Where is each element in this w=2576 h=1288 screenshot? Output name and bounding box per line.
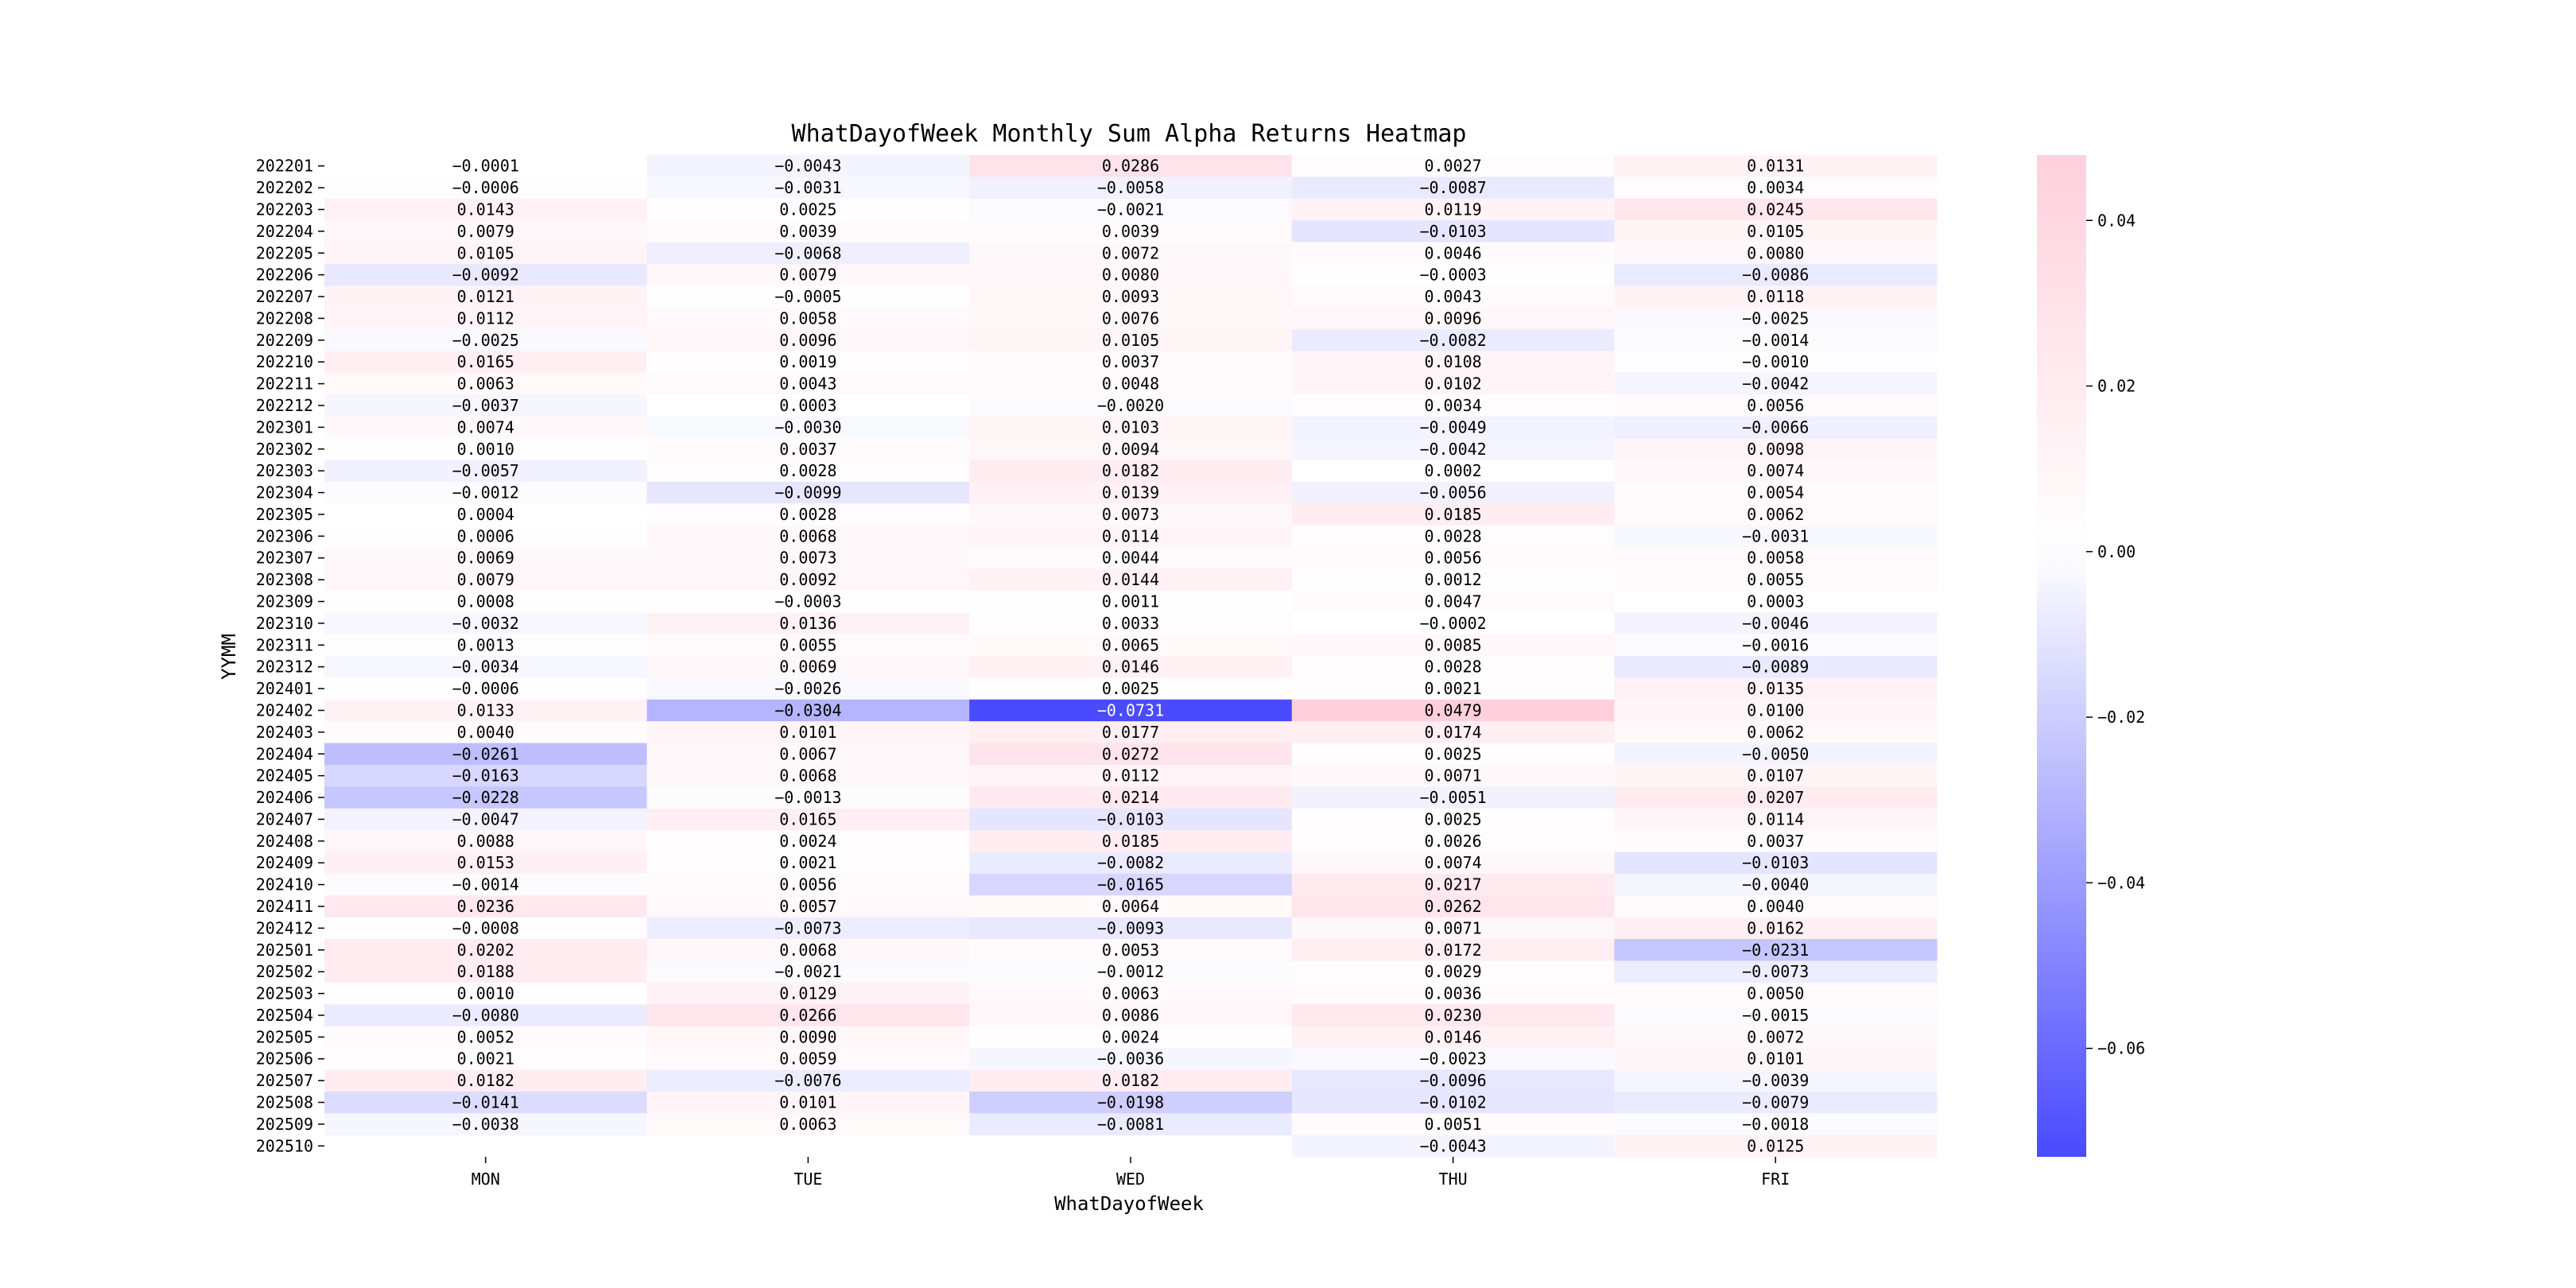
y-tick-label: 202403	[255, 722, 313, 742]
cell-value-label: 0.0207	[1747, 788, 1805, 808]
cell-value-label: 0.0112	[1101, 766, 1160, 786]
y-tick-label: 202402	[255, 700, 313, 720]
cell-value-label: 0.0079	[779, 265, 837, 285]
cell-value-label: 0.0006	[456, 526, 514, 546]
cell-value-label: 0.0057	[779, 897, 837, 916]
cell-value-label: −0.0006	[452, 178, 519, 198]
y-tick-label: 202503	[255, 983, 313, 1003]
y-tick-label: 202309	[255, 592, 313, 611]
y-tick-label: 202507	[255, 1071, 313, 1091]
cell-value-label: 0.0074	[1747, 461, 1805, 481]
cell-value-label: 0.0153	[456, 853, 514, 873]
y-tick-label: 202202	[255, 178, 313, 198]
colorbar	[2037, 155, 2145, 1157]
cell-value-label: 0.0125	[1747, 1136, 1805, 1156]
cell-value-label: 0.0013	[456, 635, 514, 655]
cell-value-label: −0.0049	[1419, 417, 1487, 437]
cell-value-label: 0.0048	[1101, 374, 1160, 394]
cell-value-label: 0.0021	[456, 1049, 514, 1069]
cell-value-label: 0.0010	[456, 439, 514, 459]
y-tick-label: 202408	[255, 831, 313, 851]
cell-value-label: 0.0073	[779, 548, 837, 568]
y-tick-label: 202504	[255, 1005, 313, 1025]
cell-value-label: 0.0118	[1747, 287, 1805, 307]
y-tick-label: 202412	[255, 918, 313, 938]
y-tick-label: 202302	[255, 439, 313, 459]
cell-value-label: 0.0051	[1424, 1114, 1482, 1134]
y-tick-label: 202502	[255, 962, 313, 982]
cell-value-label: −0.0002	[1419, 613, 1487, 633]
cell-value-label: 0.0028	[1424, 657, 1482, 677]
cell-value-label: 0.0266	[779, 1005, 837, 1025]
cell-value-label: −0.0082	[1096, 853, 1165, 873]
cell-value-label: 0.0019	[779, 352, 837, 372]
cell-value-label: 0.0105	[1101, 330, 1160, 350]
cell-value-label: 0.0185	[1101, 831, 1160, 851]
cell-value-label: −0.0099	[774, 483, 842, 502]
cell-value-label: 0.0029	[1424, 962, 1482, 982]
cell-value-label: −0.0058	[1096, 178, 1165, 198]
y-tick-label: 202506	[255, 1049, 313, 1069]
cell-value-label: 0.0046	[1424, 243, 1482, 263]
cell-value-label: 0.0040	[456, 722, 514, 742]
y-tick-label: 202203	[255, 200, 313, 219]
colorbar-gradient	[2037, 155, 2086, 1157]
cell-value-label: 0.0088	[456, 831, 514, 851]
cell-value-label: 0.0058	[779, 308, 837, 328]
y-tick-label: 202306	[255, 526, 313, 546]
x-tick-label: FRI	[1761, 1170, 1790, 1189]
cell-value-label: −0.0025	[452, 330, 519, 350]
cell-value-label: 0.0105	[456, 243, 514, 263]
y-tick-label: 202208	[255, 308, 313, 328]
y-tick-label: 202509	[255, 1114, 313, 1134]
cell-value-label: 0.0063	[456, 374, 514, 394]
cell-value-label: 0.0092	[779, 570, 837, 590]
cell-value-label: 0.0185	[1424, 504, 1482, 524]
y-tick-label: 202209	[255, 330, 313, 350]
x-tick-label: TUE	[793, 1170, 823, 1189]
cell-value-label: 0.0165	[456, 352, 514, 372]
cell-value-label: 0.0047	[1424, 592, 1482, 611]
y-tick-label: 202311	[255, 635, 313, 655]
cell-value-label: 0.0058	[1747, 548, 1805, 568]
cell-value-label: −0.0066	[1742, 417, 1810, 437]
cell-value-label: −0.0057	[452, 461, 519, 481]
cell-value-label: 0.0003	[779, 396, 837, 415]
cell-value-label: 0.0003	[1747, 592, 1805, 611]
cell-value-label: 0.0096	[779, 330, 837, 350]
cell-value-label: −0.0006	[452, 679, 519, 699]
cell-value-label: −0.0042	[1419, 439, 1487, 459]
cell-value-label: 0.0069	[456, 548, 514, 568]
cell-value-label: 0.0034	[1424, 396, 1482, 415]
cell-value-label: −0.0030	[774, 417, 842, 437]
cell-value-label: −0.0092	[452, 265, 519, 285]
x-tick-label: MON	[471, 1170, 500, 1189]
cell-value-label: −0.0231	[1742, 940, 1810, 960]
colorbar-tick-label: −0.02	[2097, 708, 2146, 727]
cell-value-label: −0.0031	[774, 178, 842, 198]
cell-value-label: 0.0040	[1747, 897, 1805, 916]
cell-value-label: 0.0214	[1101, 788, 1160, 808]
cell-value-label: 0.0063	[779, 1114, 837, 1134]
cell-value-label: −0.0068	[774, 243, 842, 263]
cell-value-label: 0.0053	[1101, 940, 1160, 960]
cell-value-label: 0.0010	[456, 983, 514, 1003]
cell-value-label: −0.0014	[452, 875, 519, 894]
cell-value-label: 0.0062	[1747, 504, 1805, 524]
cell-value-label: 0.0093	[1101, 287, 1160, 307]
cell-value-label: 0.0024	[1101, 1027, 1160, 1047]
cell-value-label: −0.0014	[1742, 330, 1810, 350]
cell-value-label: 0.0004	[456, 504, 514, 524]
cell-value-label: 0.0114	[1101, 526, 1160, 546]
cell-value-label: −0.0261	[452, 744, 519, 764]
cell-value-label: −0.0020	[1096, 396, 1165, 415]
cell-value-label: −0.0010	[1742, 352, 1810, 372]
cell-value-label: 0.0024	[779, 831, 837, 851]
y-tick-label: 202301	[255, 417, 313, 437]
cell-value-label: 0.0021	[779, 853, 837, 873]
cell-value-label: 0.0056	[779, 875, 837, 894]
y-tick-label: 202405	[255, 766, 313, 786]
cell-value-label: 0.0043	[779, 374, 837, 394]
cell-value-label: −0.0056	[1419, 483, 1487, 502]
cell-value-label: −0.0021	[1096, 200, 1165, 219]
cell-value-label: −0.0043	[1419, 1136, 1487, 1156]
x-tick-label: WED	[1115, 1170, 1146, 1189]
cell-value-label: 0.0100	[1747, 700, 1805, 720]
y-tick-label: 202211	[255, 374, 313, 394]
y-tick-label: 202204	[255, 221, 313, 241]
cell-value-label: −0.0073	[774, 918, 842, 938]
cell-value-label: −0.0042	[1742, 374, 1810, 394]
y-tick-label: 202401	[255, 679, 313, 699]
cell-value-label: −0.0096	[1419, 1071, 1487, 1091]
cell-value-label: 0.0086	[1101, 1005, 1160, 1025]
cell-value-label: −0.0001	[452, 156, 519, 176]
y-tick-label: 202501	[255, 940, 313, 960]
y-axis-label: YYMM	[218, 634, 240, 680]
cell-value-label: 0.0025	[779, 200, 837, 219]
cell-value-label: −0.0025	[1742, 308, 1810, 328]
cell-value-label: −0.0086	[1742, 265, 1810, 285]
cell-value-label: 0.0217	[1424, 875, 1482, 894]
cell-value-label: 0.0044	[1101, 548, 1160, 568]
cell-value-label: 0.0105	[1747, 221, 1805, 241]
cell-value-label: 0.0074	[456, 417, 514, 437]
y-tick-label: 202312	[255, 657, 313, 677]
cell-value-label: −0.0076	[774, 1071, 842, 1091]
cell-value-label: 0.0131	[1747, 156, 1805, 176]
x-tick-label: THU	[1438, 1170, 1468, 1189]
cell-value-label: 0.0076	[1101, 308, 1160, 328]
y-tick-label: 202407	[255, 809, 313, 829]
cell-value-label: 0.0230	[1424, 1005, 1482, 1025]
cell-value-label: 0.0021	[1424, 679, 1482, 699]
colorbar-tick-label: −0.04	[2097, 873, 2146, 893]
cell-value-label: 0.0064	[1101, 897, 1160, 916]
y-tick-label: 202510	[255, 1136, 313, 1156]
cell-value-label: 0.0033	[1101, 613, 1160, 633]
cell-value-label: 0.0050	[1747, 983, 1805, 1003]
cell-value-label: −0.0102	[1419, 1092, 1487, 1112]
y-axis-ticks	[256, 157, 324, 1156]
cell-value-label: −0.0008	[452, 918, 519, 938]
cell-value-label: 0.0011	[1101, 592, 1160, 611]
cell-value-label: 0.0067	[779, 744, 837, 764]
cell-value-label: 0.0162	[1747, 918, 1805, 938]
cell-value-label: 0.0080	[1101, 265, 1160, 285]
cell-value-label: 0.0068	[779, 940, 837, 960]
cell-value-label: 0.0107	[1747, 766, 1805, 786]
cell-value-label: 0.0025	[1424, 744, 1482, 764]
cell-value-label: −0.0016	[1742, 635, 1810, 655]
y-tick-label: 202410	[255, 875, 313, 894]
cell-value-label: −0.0103	[1096, 809, 1165, 829]
cell-value-label: 0.0054	[1747, 483, 1805, 502]
cell-value-label: 0.0479	[1424, 700, 1482, 720]
cell-value-label: 0.0063	[1101, 983, 1160, 1003]
cell-value-label: −0.0032	[452, 613, 519, 633]
cell-value-label: −0.0034	[452, 657, 519, 677]
cell-value-label: −0.0731	[1096, 700, 1165, 720]
cell-value-label: −0.0023	[1419, 1049, 1487, 1069]
y-tick-label: 202304	[255, 483, 313, 502]
y-tick-label: 202409	[255, 853, 313, 873]
cell-value-label: −0.0073	[1742, 962, 1810, 982]
cell-value-label: 0.0079	[456, 221, 514, 241]
cell-value-label: 0.0055	[779, 635, 837, 655]
cell-value-label: 0.0177	[1101, 722, 1160, 742]
cell-value-label: 0.0079	[456, 570, 514, 590]
cell-value-label: 0.0112	[456, 308, 514, 328]
cell-value-label: 0.0245	[1747, 200, 1805, 219]
cell-value-label: −0.0198	[1096, 1092, 1165, 1112]
cell-value-label: 0.0037	[1101, 352, 1160, 372]
cell-value-label: −0.0012	[452, 483, 519, 502]
cell-value-label: 0.0146	[1424, 1027, 1482, 1047]
cell-value-label: −0.0003	[774, 592, 842, 611]
heatmap-cells	[324, 155, 1938, 1158]
cell-value-label: 0.0085	[1424, 635, 1482, 655]
cell-value-label: 0.0108	[1424, 352, 1482, 372]
cell-value-label: 0.0071	[1424, 918, 1482, 938]
cell-value-label: 0.0182	[456, 1071, 514, 1091]
y-tick-label: 202207	[255, 287, 313, 307]
cell-value-label: −0.0021	[774, 962, 842, 982]
y-tick-label: 202303	[255, 461, 313, 481]
y-tick-label: 202411	[255, 897, 313, 916]
cell-value-label: −0.0037	[452, 396, 519, 415]
cell-value-label: 0.0143	[456, 200, 514, 219]
colorbar-tick-label: 0.00	[2097, 541, 2136, 561]
cell-value-label: 0.0002	[1424, 461, 1482, 481]
cell-value-label: 0.0165	[779, 809, 837, 829]
cell-value-label: 0.0133	[456, 700, 514, 720]
cell-value-label: −0.0038	[452, 1114, 519, 1134]
cell-value-label: 0.0068	[779, 766, 837, 786]
cell-value-label: 0.0036	[1424, 983, 1482, 1003]
cell-value-label: −0.0043	[774, 156, 842, 176]
x-axis-label: WhatDayofWeek	[1054, 1193, 1204, 1215]
cell-value-label: 0.0102	[1424, 374, 1482, 394]
cell-value-label: 0.0071	[1424, 766, 1482, 786]
x-axis-ticks	[471, 1157, 1790, 1189]
cell-value-label: 0.0182	[1101, 1071, 1160, 1091]
cell-value-label: 0.0039	[779, 221, 837, 241]
cell-value-label: −0.0013	[774, 788, 842, 808]
cell-value-label: 0.0262	[1424, 897, 1482, 916]
cell-value-label: 0.0073	[1101, 504, 1160, 524]
y-tick-label: 202210	[255, 352, 313, 372]
cell-value-label: 0.0094	[1101, 439, 1160, 459]
cell-value-label: 0.0129	[779, 983, 837, 1003]
cell-value-label: 0.0090	[779, 1027, 837, 1047]
cell-value-label: −0.0051	[1419, 788, 1487, 808]
cell-value-label: −0.0103	[1742, 853, 1810, 873]
cell-value-label: 0.0028	[779, 461, 837, 481]
cell-value-label: −0.0141	[452, 1092, 519, 1112]
cell-value-label: −0.0003	[1419, 265, 1487, 285]
cell-value-label: −0.0080	[452, 1005, 519, 1025]
cell-value-label: 0.0068	[779, 526, 837, 546]
cell-value-label: −0.0079	[1742, 1092, 1810, 1112]
cell-value-label: 0.0069	[779, 657, 837, 677]
cell-value-label: 0.0072	[1101, 243, 1160, 263]
y-tick-label: 202305	[255, 504, 313, 524]
cell-value-label: −0.0046	[1742, 613, 1810, 633]
cell-value-label: −0.0082	[1419, 330, 1487, 350]
cell-value-label: 0.0182	[1101, 461, 1160, 481]
cell-value-label: 0.0172	[1424, 940, 1482, 960]
cell-value-label: −0.0036	[1096, 1049, 1165, 1069]
cell-value-label: −0.0031	[1742, 526, 1810, 546]
y-tick-label: 202201	[255, 156, 313, 176]
cell-value-label: 0.0103	[1101, 417, 1160, 437]
cell-value-label: 0.0174	[1424, 722, 1482, 742]
cell-value-label: 0.0059	[779, 1049, 837, 1069]
y-tick-label: 202310	[255, 613, 313, 633]
cell-value-label: 0.0074	[1424, 853, 1482, 873]
cell-value-label: 0.0043	[1424, 287, 1482, 307]
cell-value-label: 0.0080	[1747, 243, 1805, 263]
cell-value-label: 0.0072	[1747, 1027, 1805, 1047]
cell-value-label: −0.0039	[1742, 1071, 1810, 1091]
cell-value-label: 0.0025	[1101, 679, 1160, 699]
y-tick-label: 202205	[255, 243, 313, 263]
cell-value-label: 0.0028	[1424, 526, 1482, 546]
cell-value-label: −0.0087	[1419, 178, 1487, 198]
cell-value-label: 0.0026	[1424, 831, 1482, 851]
cell-value-label: 0.0012	[1424, 570, 1482, 590]
cell-value-label: 0.0188	[456, 962, 514, 982]
cell-value-label: 0.0037	[779, 439, 837, 459]
cell-value-label: 0.0008	[456, 592, 514, 611]
cell-value-label: 0.0146	[1101, 657, 1160, 677]
y-tick-label: 202307	[255, 548, 313, 568]
cell-value-label: 0.0135	[1747, 679, 1805, 699]
cell-value-label: 0.0114	[1747, 809, 1805, 829]
y-tick-label: 202406	[255, 788, 313, 808]
cell-value-label: −0.0047	[452, 809, 519, 829]
cell-value-label: −0.0050	[1742, 744, 1810, 764]
cell-value-label: −0.0089	[1742, 657, 1810, 677]
cell-value-label: 0.0144	[1101, 570, 1160, 590]
cell-value-label: 0.0101	[1747, 1049, 1805, 1069]
cell-value-label: 0.0286	[1101, 156, 1160, 176]
y-tick-label: 202404	[255, 744, 313, 764]
cell-value-label: −0.0018	[1742, 1114, 1810, 1134]
cell-value-label: 0.0121	[456, 287, 514, 307]
cell-value-label: 0.0055	[1747, 570, 1805, 590]
cell-value-label: −0.0040	[1742, 875, 1810, 894]
cell-value-label: −0.0163	[452, 766, 519, 786]
y-tick-label: 202212	[255, 396, 313, 415]
cell-value-label: 0.0098	[1747, 439, 1805, 459]
cell-value-label: 0.0101	[779, 722, 837, 742]
cell-value-label: 0.0065	[1101, 635, 1160, 655]
cell-value-label: 0.0034	[1747, 178, 1805, 198]
cell-value-label: 0.0119	[1424, 200, 1482, 219]
y-tick-label: 202206	[255, 265, 313, 285]
cell-value-label: 0.0056	[1747, 396, 1805, 415]
cell-value-label: 0.0028	[779, 504, 837, 524]
cell-value-label: 0.0096	[1424, 308, 1482, 328]
cell-value-label: 0.0056	[1424, 548, 1482, 568]
cell-value-label: 0.0037	[1747, 831, 1805, 851]
cell-value-label: −0.0228	[452, 788, 519, 808]
cell-value-label: −0.0103	[1419, 221, 1487, 241]
cell-value-label: 0.0236	[456, 897, 514, 916]
cell-value-label: 0.0025	[1424, 809, 1482, 829]
chart-title: WhatDayofWeek Monthly Sum Alpha Returns Heatmap	[791, 120, 1467, 148]
cell-value-label: 0.0062	[1747, 722, 1805, 742]
cell-value-label: 0.0139	[1101, 483, 1160, 502]
cell-value-label: 0.0272	[1101, 744, 1160, 764]
cell-value-label: 0.0101	[779, 1092, 837, 1112]
cell-value-label: −0.0026	[774, 679, 842, 699]
y-tick-label: 202308	[255, 570, 313, 590]
cell-value-label: 0.0052	[456, 1027, 514, 1047]
cell-value-label: 0.0039	[1101, 221, 1160, 241]
cell-value-label: −0.0093	[1096, 918, 1165, 938]
cell-value-label: −0.0304	[774, 700, 842, 720]
cell-value-label: −0.0012	[1096, 962, 1165, 982]
cell-value-label: −0.0005	[774, 287, 842, 307]
cell-value-label: 0.0027	[1424, 156, 1482, 176]
y-tick-label: 202505	[255, 1027, 313, 1047]
colorbar-tick-label: 0.02	[2097, 376, 2136, 396]
cell-value-label: 0.0136	[779, 613, 837, 633]
cell-value-label: −0.0015	[1742, 1005, 1810, 1025]
cell-value-label: −0.0081	[1096, 1114, 1165, 1134]
colorbar-tick-label: 0.04	[2097, 211, 2136, 231]
cell-value-label: 0.0202	[456, 940, 514, 960]
cell-value-label: −0.0165	[1096, 875, 1165, 894]
y-tick-label: 202508	[255, 1092, 313, 1112]
colorbar-tick-label: −0.06	[2097, 1038, 2146, 1058]
